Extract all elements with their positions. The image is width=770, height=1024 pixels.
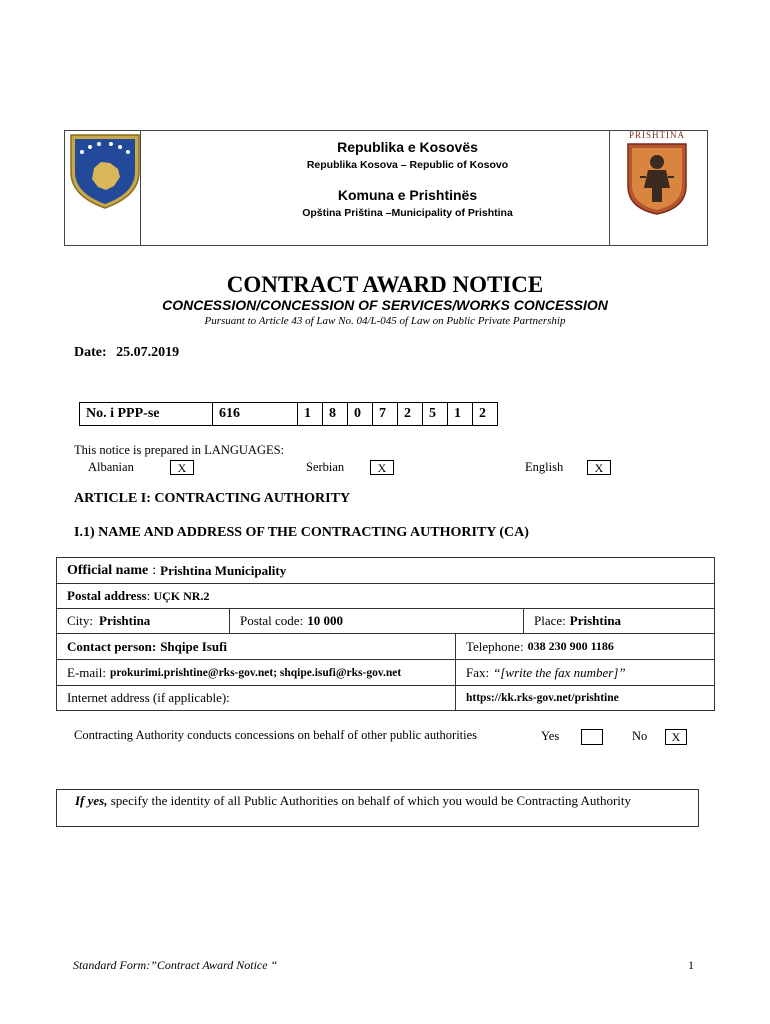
email-value[interactable]: prokurimi.prishtine@rks-gov.net; shqipe.isufi@rks-gov.net — [110, 666, 402, 679]
internet-label: Internet address (if applicable): — [67, 690, 230, 705]
ca-row-contact — [57, 633, 714, 659]
contact-value[interactable]: Shqipe Isufi — [160, 638, 228, 654]
header-box — [64, 130, 708, 246]
ppp-label: No. i PPP-se — [80, 403, 213, 426]
official-name-label: Official name — [67, 562, 149, 578]
kosovo-emblem-icon — [68, 132, 142, 210]
fax-value[interactable]: “[write the fax number]” — [493, 664, 626, 680]
postal-code-value[interactable]: 10 000 — [307, 613, 343, 628]
language-serbian-checkbox[interactable]: X — [370, 460, 394, 475]
ppp-prefix[interactable]: 616 — [213, 403, 298, 426]
behalf-yes-label: Yes — [541, 729, 560, 743]
behalf-yes-checkbox[interactable] — [581, 729, 603, 745]
ppp-digit[interactable]: 1 — [448, 403, 473, 426]
ppp-digit[interactable]: 2 — [473, 403, 498, 426]
ppp-digit[interactable]: 1 — [298, 403, 323, 426]
contact-label: Contact person: — [67, 638, 157, 654]
footer-form-name: Standard Form:”Contract Award Notice “ — [73, 958, 278, 972]
postal-address-value[interactable]: UÇK NR.2 — [153, 588, 210, 603]
ca-row-official-name: Official name : Prishtina Municipality — [67, 562, 287, 578]
date-value: 25.07.2019 — [116, 345, 180, 360]
if-yes-lead: If yes, — [75, 793, 108, 808]
ppp-digit[interactable]: 7 — [373, 403, 398, 426]
ppp-digit[interactable]: 5 — [423, 403, 448, 426]
fax-label: Fax: — [466, 664, 490, 680]
ppp-digit[interactable]: 2 — [398, 403, 423, 426]
section-heading: I.1) NAME AND ADDRESS OF THE CONTRACTING AUTHORITY (CA) — [74, 525, 529, 540]
ca-row-email — [57, 659, 714, 685]
prishtina-logo — [617, 130, 697, 222]
prishtina-crest-icon — [626, 142, 688, 216]
header-republic: Republika e Kosovës — [337, 139, 478, 155]
behalf-no-checkbox[interactable]: X — [665, 729, 687, 745]
behalf-no-label: No — [632, 729, 648, 743]
document-title: CONTRACT AWARD NOTICE — [226, 272, 544, 297]
language-english-label: English — [525, 460, 564, 474]
article-heading: ARTICLE I: CONTRACTING AUTHORITY — [74, 491, 351, 506]
if-yes-box[interactable] — [56, 789, 699, 827]
legal-basis: Pursuant to Article 43 of Law No. 04/L-045 of Law on Public Private Partnership — [204, 315, 566, 327]
language-albanian-checkbox[interactable]: X — [170, 460, 194, 475]
ppp-digit[interactable]: 8 — [323, 403, 348, 426]
date-label: Date: — [74, 345, 107, 360]
ca-row-postal-address: Postal address : UÇK NR.2 — [57, 583, 714, 608]
ppp-number-table — [79, 402, 498, 426]
header-municipality-translations: Opština Priština –Municipality of Prishtina — [302, 207, 513, 219]
ca-row-internet — [57, 685, 714, 710]
official-name-value[interactable]: Prishtina Municipality — [160, 562, 287, 578]
city-value[interactable]: Prishtina — [99, 613, 151, 628]
language-english-checkbox[interactable]: X — [587, 460, 611, 475]
page-number: 1 — [688, 958, 694, 972]
email-label: E-mail: — [67, 664, 106, 680]
language-serbian-label: Serbian — [306, 460, 345, 474]
languages-caption: This notice is prepared in LANGUAGES: — [74, 443, 285, 457]
language-albanian-label: Albanian — [88, 460, 134, 474]
telephone-label: Telephone: — [466, 638, 524, 654]
document-subtitle: CONCESSION/CONCESSION OF SERVICES/WORKS CONCESSION — [162, 297, 608, 313]
place-value[interactable]: Prishtina — [569, 613, 622, 628]
postal-code-label: Postal code: — [240, 613, 304, 628]
behalf-question: Contracting Authority conducts concessions on behalf of other public authorities — [74, 728, 478, 742]
internet-value[interactable]: https://kk.rks-gov.net/prishtine — [466, 692, 619, 704]
if-yes-text: specify the identity of all Public Authorities on behalf of which you would be Contracting Authority — [110, 793, 632, 808]
header-municipality: Komuna e Prishtinës — [337, 187, 478, 203]
header-republic-translations: Republika Kosova – Republic of Kosovo — [306, 159, 509, 171]
ca-row-city — [57, 608, 714, 633]
telephone-value[interactable]: 038 230 900 1186 — [527, 639, 614, 653]
city-label: City: — [67, 613, 94, 628]
contracting-authority-table — [56, 557, 715, 711]
postal-address-label: Postal address — [67, 588, 147, 603]
prishtina-logo-text: PRISHTINA — [628, 130, 685, 140]
date-line — [74, 345, 179, 361]
ppp-digit[interactable]: 0 — [348, 403, 373, 426]
place-label: Place: — [534, 613, 566, 628]
